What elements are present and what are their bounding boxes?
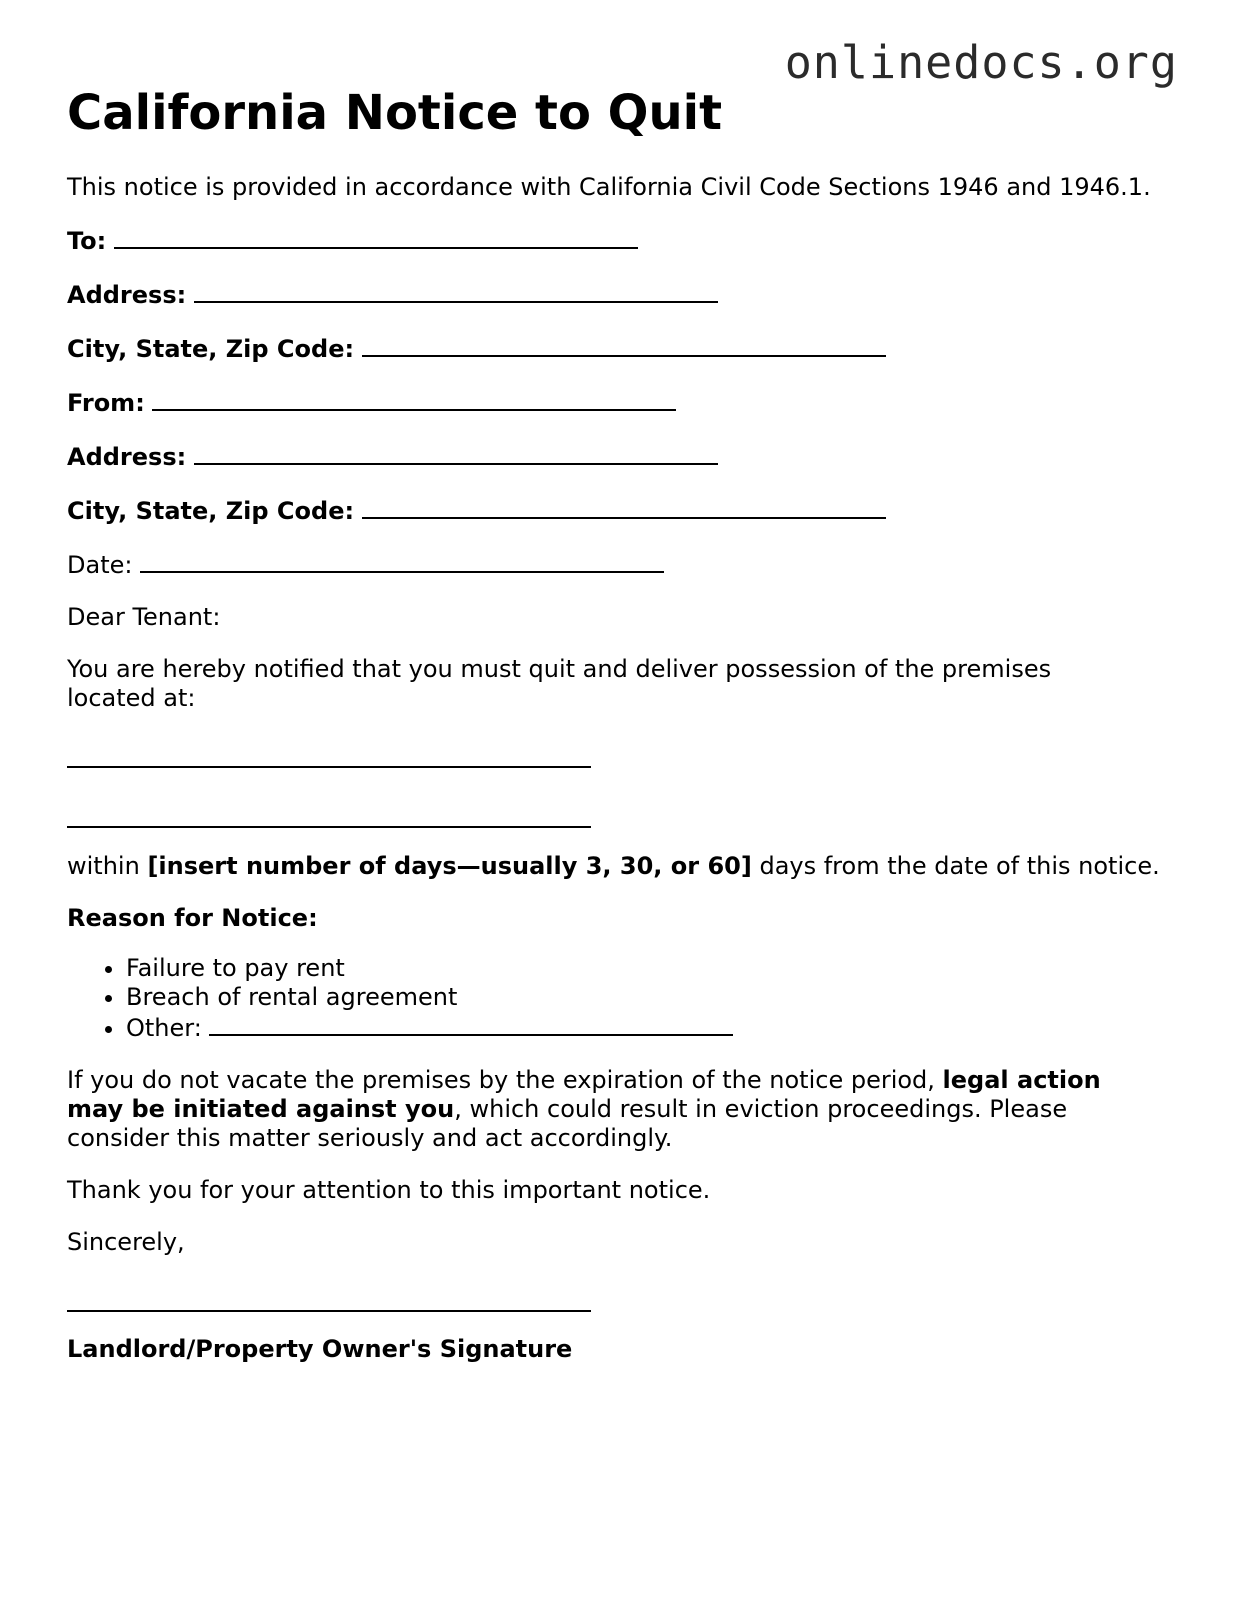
signature-label: Landlord/Property Owner's Signature xyxy=(67,1335,573,1363)
date-label: Date: xyxy=(67,551,133,579)
premises-address-line-2[interactable] xyxy=(67,806,591,828)
within-suffix: days from the date of this notice. xyxy=(751,852,1160,880)
to-address-blank[interactable] xyxy=(194,279,718,303)
intro-text: This notice is provided in accordance with California Civil Code Sections 1946 and 1946.1. xyxy=(67,173,1151,201)
reason-item-unpaid-rent: • Failure to pay rent xyxy=(126,954,1177,983)
from-address-blank[interactable] xyxy=(194,441,718,465)
from-blank[interactable] xyxy=(152,387,676,411)
to-address-label: Address: xyxy=(67,281,187,309)
from-city-field xyxy=(67,495,1177,526)
within-days-text xyxy=(67,852,1177,881)
consequence-text xyxy=(67,1066,1127,1153)
to-label: To: xyxy=(67,227,107,255)
from-city-label: City, State, Zip Code: xyxy=(67,497,355,525)
salutation: Dear Tenant: xyxy=(67,603,221,631)
consequence-bold: legal action may be initiated against you xyxy=(67,1066,1101,1123)
from-field xyxy=(67,387,1177,418)
signature-line[interactable] xyxy=(67,1290,591,1312)
days-placeholder: [insert number of days—usually 3, 30, or 60] xyxy=(147,852,752,880)
from-label: From: xyxy=(67,389,145,417)
reason-item-breach: • Breach of rental agreement xyxy=(126,983,1177,1012)
document-page xyxy=(67,84,1177,1364)
page-title: California Notice to Quit xyxy=(67,85,723,141)
date-field xyxy=(67,549,1177,580)
reason-heading: Reason for Notice: xyxy=(67,904,318,932)
reason-list xyxy=(67,954,1177,1043)
from-address-label: Address: xyxy=(67,443,187,471)
consequence-suffix: , which could result in eviction proceedings. Please consider this matter seriously and act accordingly. xyxy=(67,1095,1068,1152)
thanks-text: Thank you for your attention to this important notice. xyxy=(67,1176,711,1204)
reason-other-label: Other: xyxy=(126,1014,202,1042)
to-field xyxy=(67,225,1177,256)
closing: Sincerely, xyxy=(67,1228,185,1256)
watermark: onlinedocs.org xyxy=(784,36,1178,89)
premises-address-line-1[interactable] xyxy=(67,746,591,768)
from-address-field xyxy=(67,441,1177,472)
reason-other-blank[interactable] xyxy=(209,1012,733,1036)
to-city-field xyxy=(67,333,1177,364)
to-blank[interactable] xyxy=(114,225,638,249)
date-blank[interactable] xyxy=(140,549,664,573)
consequence-prefix: If you do not vacate the premises by the expiration of the notice period, xyxy=(67,1066,943,1094)
within-prefix: within xyxy=(67,852,148,880)
from-city-blank[interactable] xyxy=(362,495,886,519)
to-address-field xyxy=(67,279,1177,310)
notice-text: You are hereby notified that you must quit and deliver possession of the premises located at: xyxy=(67,655,1052,712)
to-city-blank[interactable] xyxy=(362,333,886,357)
reason-item-other xyxy=(126,1012,1177,1043)
to-city-label: City, State, Zip Code: xyxy=(67,335,355,363)
